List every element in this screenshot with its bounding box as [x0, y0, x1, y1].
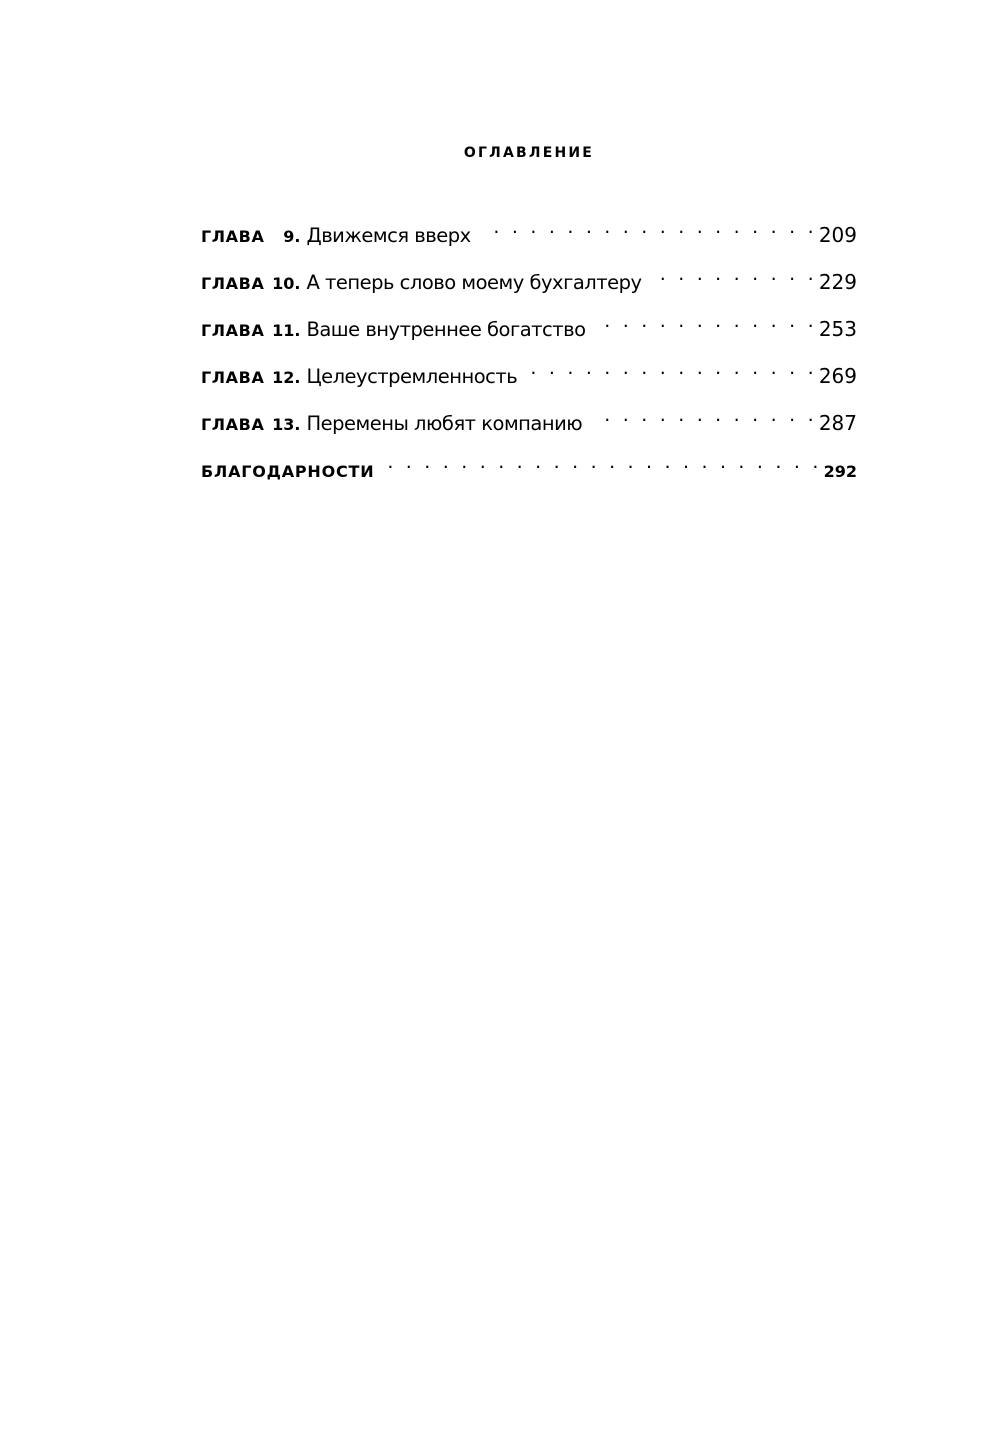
page-number: 269 [818, 364, 857, 388]
dot-leader [592, 400, 817, 430]
dot-leader [388, 447, 821, 477]
toc-heading: ОГЛАВЛЕНИЕ [463, 145, 595, 161]
chapter-label: ГЛАВА [201, 227, 265, 246]
toc-entry-chapter-13 [201, 400, 857, 447]
chapter-title: Целеустремленность [306, 365, 518, 388]
page-number: 229 [818, 270, 857, 294]
dot-leader [652, 259, 817, 289]
chapter-label: ГЛАВА [201, 321, 265, 340]
toc-entry-chapter-10 [201, 259, 857, 306]
acknowledgements-label: БЛАГОДАРНОСТИ [201, 462, 375, 481]
chapter-title: Перемены любят компанию [306, 412, 583, 435]
chapter-title: А теперь слово моему бухгалтеру [306, 271, 642, 294]
dot-leader [481, 212, 817, 242]
chapter-title: Ваше внутреннее богатство [306, 318, 586, 341]
chapter-label: ГЛАВА [201, 274, 265, 293]
toc-entry-chapter-12 [201, 353, 857, 400]
page-number: 253 [818, 317, 857, 341]
chapter-number: 12. [272, 368, 301, 387]
dot-leader [527, 353, 817, 383]
chapter-label: ГЛАВА [201, 415, 265, 434]
chapter-title: Движемся вверх [306, 224, 471, 247]
chapter-number: 13. [272, 415, 301, 434]
toc-list [201, 212, 857, 494]
page-number: 209 [818, 223, 857, 247]
toc-entry-chapter-9 [201, 212, 857, 259]
dot-leader [596, 306, 817, 336]
toc-entry-acknowledgements [201, 447, 857, 494]
chapter-number: 9. [283, 227, 301, 246]
chapter-number: 11. [272, 321, 301, 340]
chapter-number: 10. [272, 274, 301, 293]
page-number: 292 [823, 462, 857, 481]
chapter-label: ГЛАВА [201, 368, 265, 387]
toc-entry-chapter-11 [201, 306, 857, 353]
page-number: 287 [818, 411, 857, 435]
